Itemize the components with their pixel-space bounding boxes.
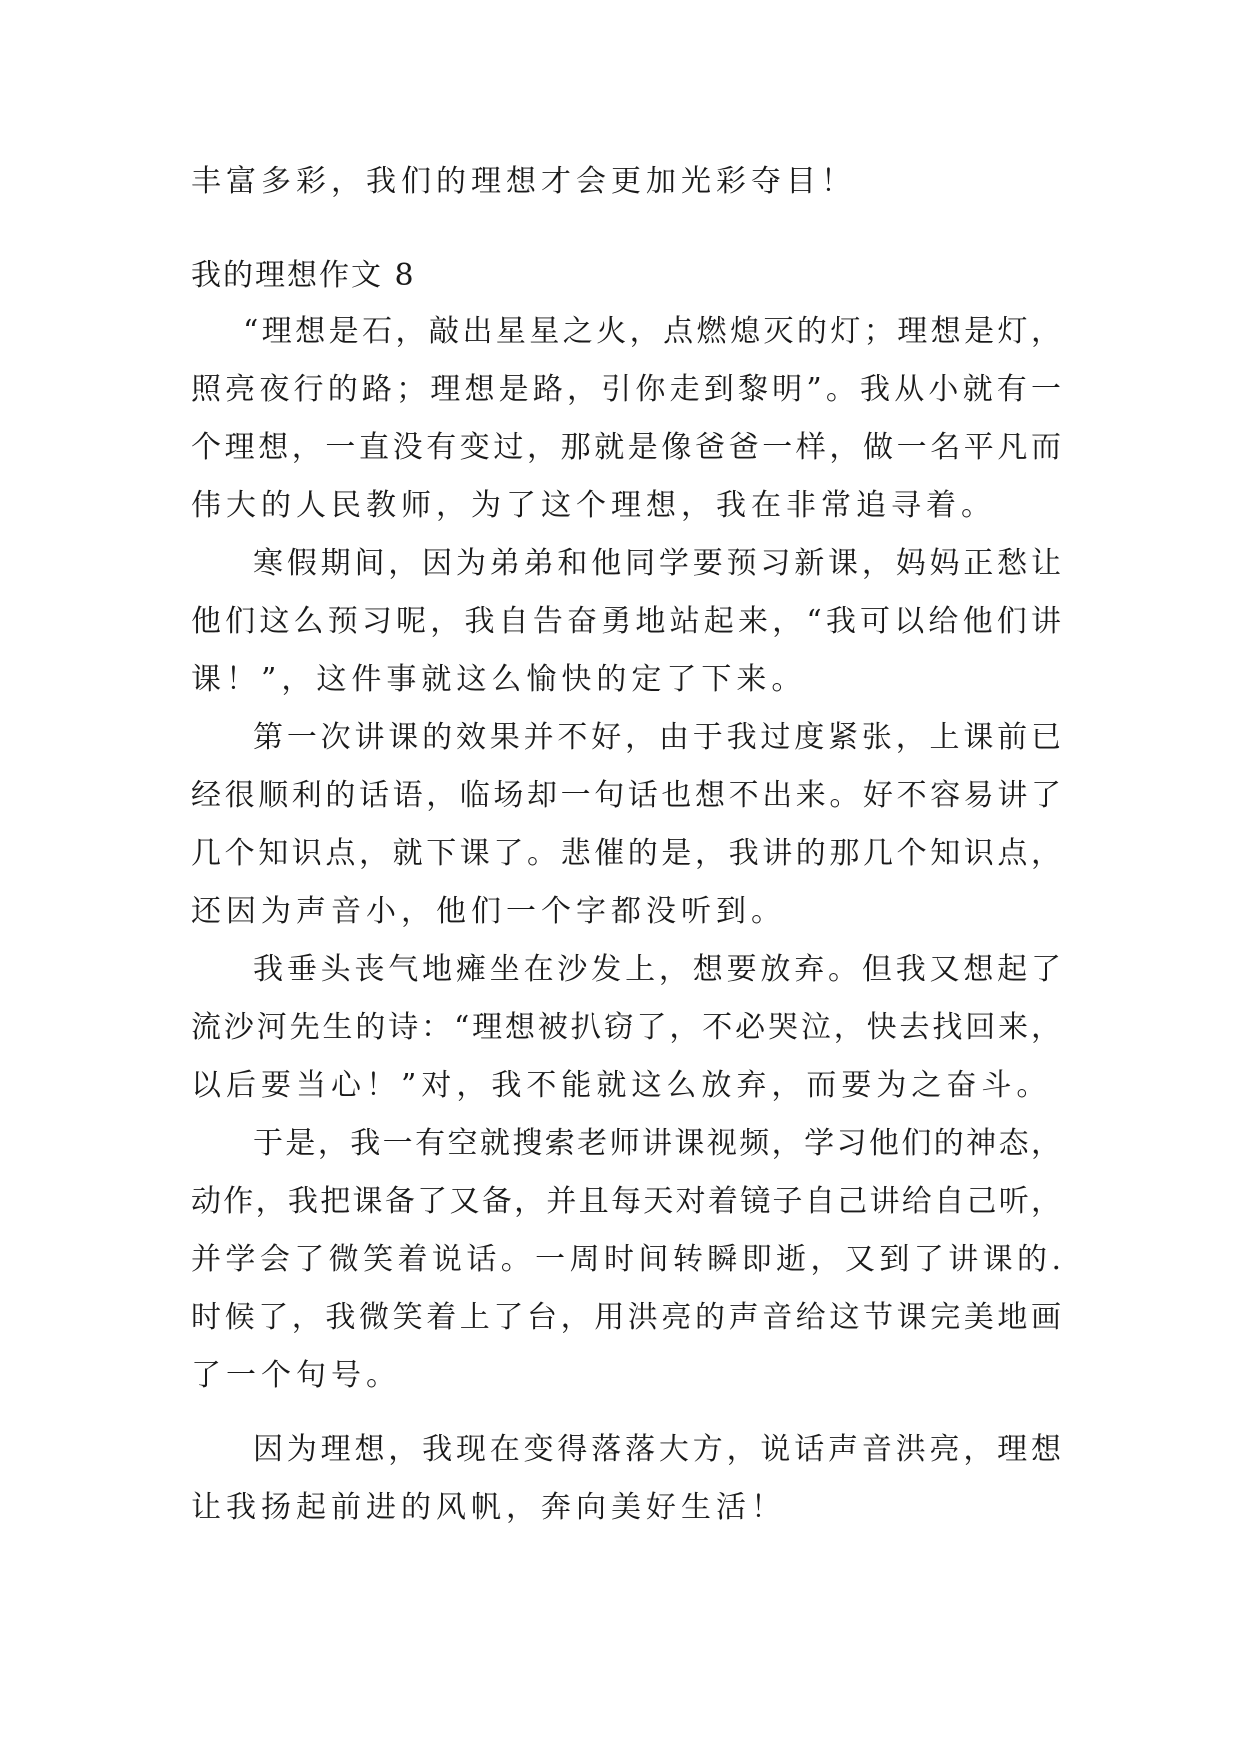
paragraph-line: 寒假期间，因为弟弟和他同学要预习新课，妈妈正愁让 xyxy=(253,546,1061,581)
paragraph-line: 让我扬起前进的风帆，奔向美好生活！ xyxy=(191,1490,786,1525)
paragraph-line: 动作，我把课备了又备，并且每天对着镜子自己讲给自己听， xyxy=(191,1184,1061,1219)
paragraph-line: 了一个句号。 xyxy=(191,1358,401,1393)
paragraph-line: 个理想，一直没有变过，那就是像爸爸一样，做一名平凡而 xyxy=(191,430,1061,465)
paragraph-line: 课！”，这件事就这么愉快的定了下来。 xyxy=(191,662,807,697)
paragraph-line: 于是，我一有空就搜索老师讲课视频，学习他们的神态， xyxy=(253,1126,1061,1161)
paragraph-line: 照亮夜行的路；理想是路，引你走到黎明”。我从小就有一 xyxy=(191,372,1061,407)
paragraph-line: 还因为声音小，他们一个字都没听到。 xyxy=(191,894,786,929)
continuation-line: 丰富多彩，我们的理想才会更加光彩夺目！ xyxy=(191,164,856,199)
paragraph-line: 第一次讲课的效果并不好，由于我过度紧张，上课前已 xyxy=(253,720,1061,755)
paragraph-line: 以后要当心！”对，我不能就这么放弃，而要为之奋斗。 xyxy=(191,1068,1052,1103)
paragraph-line: 流沙河先生的诗：“理想被扒窃了，不必哭泣，快去找回来， xyxy=(191,1010,1061,1045)
paragraph-line: 并学会了微笑着说话。一周时间转瞬即逝，又到了讲课的. xyxy=(191,1242,1061,1277)
essay-heading: 我的理想作文 8 xyxy=(191,258,416,293)
paragraph-line: “理想是石，敲出星星之火，点燃熄灭的灯；理想是灯， xyxy=(243,314,1061,349)
paragraph-line: 经很顺利的话语，临场却一句话也想不出来。好不容易讲了 xyxy=(191,778,1061,813)
paragraph-line: 他们这么预习呢，我自告奋勇地站起来，“我可以给他们讲 xyxy=(191,604,1061,639)
paragraph-line: 几个知识点，就下课了。悲催的是，我讲的那几个知识点， xyxy=(191,836,1061,871)
paragraph-line: 伟大的人民教师，为了这个理想，我在非常追寻着。 xyxy=(191,488,996,523)
paragraph-line: 我垂头丧气地瘫坐在沙发上，想要放弃。但我又想起了 xyxy=(253,952,1061,987)
paragraph-line: 时候了，我微笑着上了台，用洪亮的声音给这节课完美地画 xyxy=(191,1300,1061,1335)
paragraph-line: 因为理想，我现在变得落落大方，说话声音洪亮，理想 xyxy=(253,1432,1061,1467)
